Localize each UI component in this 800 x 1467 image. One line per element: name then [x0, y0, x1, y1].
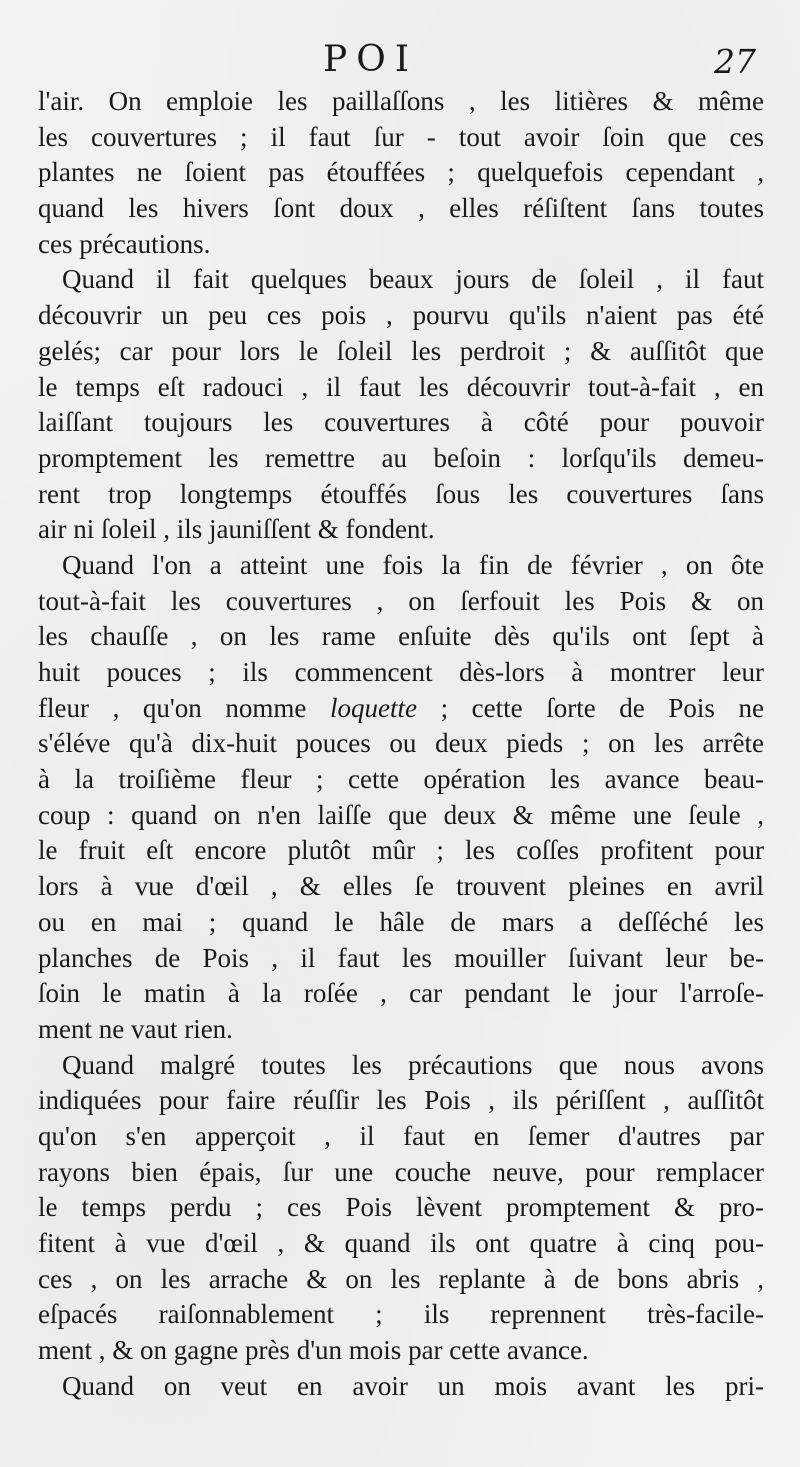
text-line: promptement les remettre au beſoin : lorſqu'ils demeu- — [38, 442, 764, 473]
text-line: huit pouces ; ils commencent dès-lors à montrer leur — [38, 657, 764, 687]
text-line: ſoin le matin à la roſée , car pendant le jour l'arroſe- — [38, 978, 764, 1009]
text-line: s'éléve qu'à dix-huit pouces ou deux pieds ; on les arrête — [38, 728, 764, 759]
text-line: fitent à vue d'œil , & quand ils ont quatre à cinq pou- — [38, 1228, 764, 1258]
text-line: coup : quand on n'en laiſſe que deux & même une ſeule , — [38, 799, 764, 830]
text-line: rayons bien épais, ſur une couche neuve, pour remplacer — [38, 1156, 764, 1187]
text-line: laiſſant toujours les couvertures à côté pour pouvoir — [38, 407, 764, 438]
text-line: planches de Pois , il faut les mouiller ſuivant leur be- — [38, 942, 764, 973]
page-number: 27 — [714, 42, 756, 81]
text-line: l'air. On emploie les paillaſſons , les litières & même — [38, 86, 764, 116]
text-line: les chauſſe , on les rame enſuite dès qu'ils ont ſept à — [38, 621, 764, 652]
text-line: gelés; car pour lors le ſoleil les perdroit ; & auſſitôt que — [38, 335, 764, 366]
text-line: plantes ne ſoient pas étouffées ; quelquefois cependant , — [38, 157, 764, 188]
text-line: Quand on veut en avoir un mois avant les pri- — [62, 1370, 764, 1401]
text-line: ces précautions. — [38, 228, 211, 259]
text-line: Quand malgré toutes les précautions que nous avons — [62, 1049, 764, 1080]
text-line: ou en mai ; quand le hâle de mars a deſſéché les — [38, 906, 764, 937]
text-line: à la troiſième fleur ; cette opération les avance beau- — [38, 764, 764, 795]
text-line: découvrir un peu ces pois , pourvu qu'ils n'aient pas été — [38, 300, 764, 331]
running-head: POI — [323, 39, 418, 80]
text-line: rent trop longtemps étouffés ſous les couvertures ſans — [38, 478, 764, 509]
text-line: le fruit eſt encore plutôt mûr ; les coſſes profitent pour — [38, 835, 764, 866]
text-line: Quand l'on a atteint une fois la fin de février , on ôte — [62, 549, 764, 580]
text-line: eſpacés raiſonnablement ; ils reprennent très-facile- — [38, 1299, 764, 1330]
text-line: Quand il fait quelques beaux jours de ſoleil , il faut — [62, 264, 764, 295]
text-line: qu'on s'en apperçoit , il faut en ſemer d'autres par — [38, 1120, 764, 1151]
body-text — [38, 84, 764, 1404]
text-line: fleur , qu'on nomme loquette ; cette ſorte de Pois ne — [38, 692, 764, 723]
text-line: ment ne vaut rien. — [38, 1013, 233, 1044]
text-line: ces , on les arrache & on les replante à de bons abris , — [38, 1263, 764, 1294]
text-line: air ni ſoleil , ils jauniſſent & fondent. — [38, 514, 435, 545]
text-line: les couvertures ; il faut ſur - tout avoir ſoin que ces — [38, 121, 764, 152]
text-line: quand les hivers ſont doux , elles réſiſtent ſans toutes — [38, 193, 764, 224]
text-line: lors à vue d'œil , & elles ſe trouvent pleines en avril — [38, 871, 764, 902]
text-line: ment , & on gagne près d'un mois par cette avance. — [38, 1335, 589, 1366]
page-header — [0, 38, 800, 88]
text-line: le temps eſt radouci , il faut les découvrir tout-à-fait , en — [38, 371, 764, 402]
text-line: indiquées pour faire réuſſir les Pois , ils périſſent , auſſitôt — [38, 1085, 764, 1116]
text-line: tout-à-fait les couvertures , on ſerfouit les Pois & on — [38, 585, 764, 616]
text-line: le temps perdu ; ces Pois lèvent promptement & pro- — [38, 1192, 764, 1223]
